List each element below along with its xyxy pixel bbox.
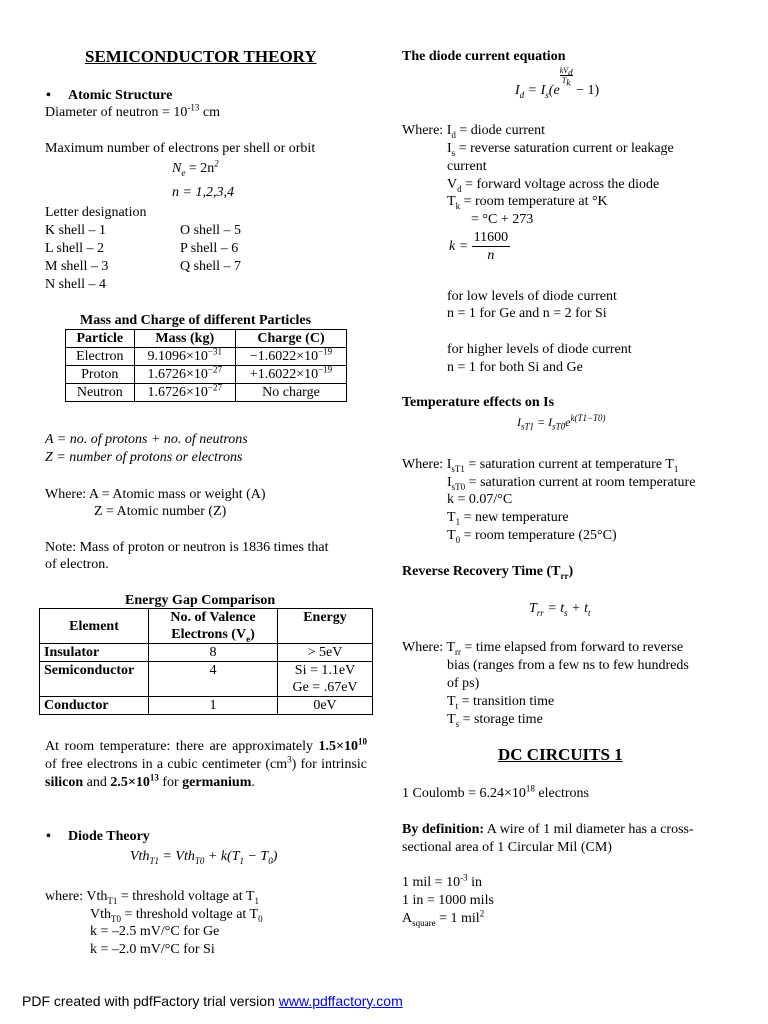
diode-current-equation: $I_d = I_s(e$ $kV_d$ $T_k$ − 1) — [515, 66, 600, 100]
threshold-equation: $Vth_{T1} = Vth_{T0} + k(T_1 - T_0)$ — [130, 849, 278, 866]
shell-n: N shell – 4 — [45, 277, 107, 292]
coulomb-definition: 1 Coulomb = $6.24\times 10^{18}$ electrons — [402, 783, 589, 801]
where-a: Where: A = Atomic mass or weight (A) — [45, 487, 266, 502]
table-row: Insulator 8 > 5eV — [40, 644, 373, 662]
tk-definition: $T_k$ = room temperature at °K — [447, 194, 608, 211]
low-levels-text: for low levels of diode current — [447, 289, 617, 304]
shell-k: K shell – 1 — [45, 223, 107, 238]
high-levels-text: for higher levels of diode current — [447, 342, 632, 357]
mil-inch: 1 mil = $10^{-3}$ in — [402, 872, 482, 890]
trr-definition-cont2: of ps) — [447, 676, 480, 691]
max-electrons-text: Maximum number of electrons per shell or orbit — [45, 141, 316, 156]
table-header: Element — [40, 609, 149, 644]
n-equation: n = 1,2,3,4 — [172, 185, 234, 200]
table-row: Electron $9.1096\times 10^{-31}$ $-1.6022\times 10^{-19}$ — [66, 348, 347, 366]
low-levels-n: n = 1 for Ge and n = 2 for Si — [447, 306, 607, 321]
shell-p: P shell – 6 — [180, 241, 239, 256]
shell-q: Q shell – 7 — [180, 259, 242, 274]
diode-current-heading: The diode current equation — [402, 49, 566, 64]
table-row: Conductor 1 0eV — [40, 697, 373, 715]
is-definition: $I_s$ = reverse saturation current or leakage — [447, 141, 674, 158]
shell-o: O shell – 5 — [180, 223, 242, 238]
id-definition: Where: $I_d$ = diode current — [402, 123, 545, 140]
vth-t0-definition: Vth$_{T0}$ = threshold voltage at $T_0$ — [90, 907, 263, 924]
t1-definition: $T_1$ = new temperature — [447, 510, 569, 527]
table-header: Mass (kg) — [134, 330, 235, 348]
temperature-heading: Temperature effects on Is — [402, 395, 555, 410]
circular-mil-definition: By definition: A wire of 1 mil diameter has a cross- — [402, 822, 694, 837]
t0-definition: $T_0$ = room temperature (25°C) — [447, 528, 617, 545]
page-title: SEMICONDUCTOR THEORY — [85, 47, 317, 66]
letter-designation: Letter designation — [45, 205, 147, 220]
mass-table-caption: Mass and Charge of different Particles — [80, 313, 312, 328]
k-equation: k = $\frac{11600}{n}$ — [449, 230, 509, 263]
table-row: Semiconductor 4 Si = 1.1eV Ge = .67eV — [40, 662, 373, 697]
mass-charge-table — [65, 329, 347, 402]
room-temp-paragraph: At room temperature: there are approximately $1.5\times 10^{10}$ of free electrons in a cubic centimeter $(cm^3)$ for intrinsic silicon and $2.5\times 10^{13}$ for germanium. — [45, 736, 367, 790]
k-ge: k = –2.5 mV/°C for Ge — [90, 924, 220, 939]
is-definition-cont: current — [447, 159, 487, 174]
neutron-diameter: Diameter of neutron = $10^{-13}$ cm — [45, 102, 221, 120]
z-definition: Z = number of protons or electrons — [45, 450, 243, 465]
ist1-definition: Where: $I_{sT1}$ = saturation current at temperature $T_1$ — [402, 457, 679, 474]
a-square: $A_{square} = 1$ mil$^2$ — [402, 908, 485, 928]
k-value: k = 0.07/°C — [447, 492, 513, 507]
table-row: Neutron $1.6726\times 10^{-27}$ No charge — [66, 384, 347, 402]
tk-conversion: = °C + 273 — [471, 212, 534, 227]
ts-definition: $T_s$ = storage time — [447, 712, 543, 729]
ist0-definition: $I_{sT0}$ = saturation current at room temperature — [447, 475, 696, 492]
tt-definition: $T_t$ = transition time — [447, 694, 555, 711]
table-header: No. of Valence Electrons $(V_e)$ — [149, 609, 278, 644]
table-header: Charge (C) — [235, 330, 346, 348]
atomic-structure-heading: • Atomic Structure — [68, 87, 172, 104]
table-row: Proton $1.6726\times 10^{-27}$ $+1.6022\times 10^{-19}$ — [66, 366, 347, 384]
inch-mils: 1 in = 1000 mils — [402, 893, 494, 908]
high-levels-n: n = 1 for both Si and Ge — [447, 360, 583, 375]
note-line2: of electron. — [45, 557, 109, 572]
reverse-recovery-heading: Reverse Recovery Time $(T_{rr})$ — [402, 564, 574, 581]
pdf-footer — [22, 993, 403, 1009]
note-line1: Note: Mass of proton or neutron is 1836 times that — [45, 540, 329, 555]
where-z: Z = Atomic number (Z) — [94, 504, 227, 519]
trr-definition: Where: $T_{rr}$ = time elapsed from forward to reverse — [402, 640, 684, 657]
table-header: Energy — [278, 609, 373, 644]
temperature-equation: $I_{sT1} = I_{sT0}e^{k(T1-T0)}$ — [517, 413, 606, 432]
circular-mil-definition-cont: sectional area of 1 Circular Mil (CM) — [402, 840, 612, 855]
footer-text: PDF created with pdfFactory trial version — [22, 993, 279, 1009]
vd-definition: $V_d$ = forward voltage across the diode — [447, 177, 660, 194]
dc-circuits-title: DC CIRCUITS 1 — [498, 745, 623, 764]
a-definition: A = no. of protons + no. of neutrons — [45, 432, 248, 447]
vth-t1-definition: where: Vth$_{T1}$ = threshold voltage at $T_1$ — [45, 889, 259, 906]
diode-theory-heading: • Diode Theory — [68, 828, 150, 845]
table-header: Particle — [66, 330, 135, 348]
shell-l: L shell – 2 — [45, 241, 104, 256]
energy-gap-table — [39, 608, 373, 715]
trr-equation: $T_{rr} = t_s + t_t$ — [529, 601, 591, 618]
k-si: k = –2.0 mV/°C for Si — [90, 942, 215, 957]
energy-table-caption: Energy Gap Comparison — [125, 593, 276, 608]
shell-equation: $N_e = 2n^2$ — [172, 158, 219, 178]
shell-m: M shell – 3 — [45, 259, 109, 274]
trr-definition-cont: bias (ranges from a few ns to few hundreds — [447, 658, 689, 673]
pdffactory-link[interactable]: www.pdffactory.com — [278, 993, 403, 1009]
